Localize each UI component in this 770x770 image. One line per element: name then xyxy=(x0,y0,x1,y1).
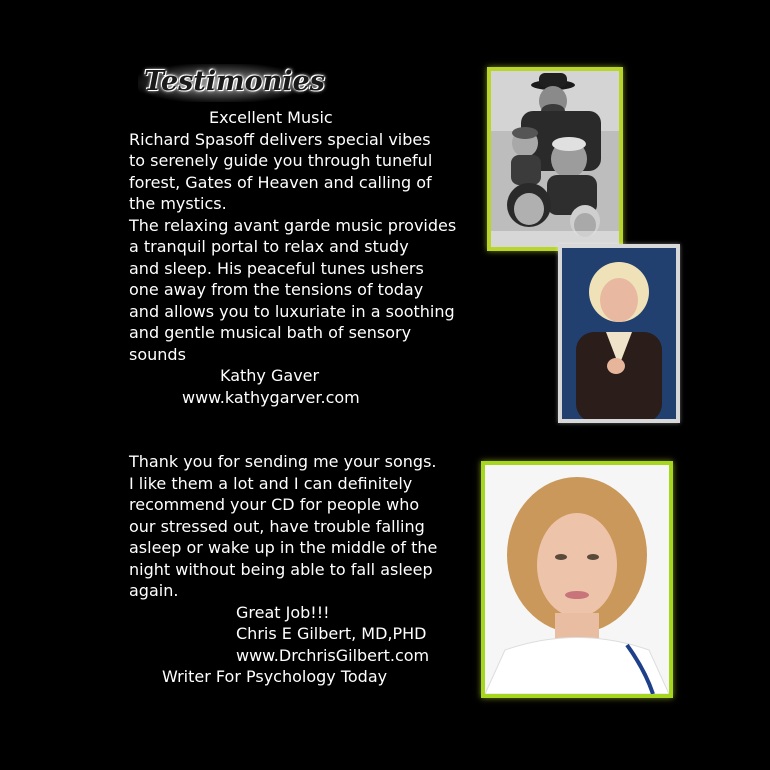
testimonial-line: sounds xyxy=(129,344,186,364)
chris-gilbert-photo-image xyxy=(485,465,669,694)
testimonial-chris-gilbert xyxy=(129,451,437,688)
testimonial-line: asleep or wake up in the middle of the xyxy=(129,538,438,557)
testimonial-line: one away from the tensions of today xyxy=(129,280,424,299)
testimonial-website-link[interactable]: www.kathygarver.com xyxy=(182,387,360,407)
testimonies-title-badge xyxy=(138,64,325,102)
testimonial-heading: Excellent Music xyxy=(209,108,333,127)
testimonial-line: recommend your CD for people who xyxy=(129,495,420,514)
testimonial-line: the mystics. xyxy=(129,194,227,213)
testimonial-line: forest, Gates of Heaven and calling of xyxy=(129,172,432,192)
testimonial-line: The relaxing avant garde music provides xyxy=(129,215,457,235)
kathy-garver-photo xyxy=(558,244,680,423)
testimonial-line: to serenely guide you through tuneful xyxy=(129,151,433,170)
testimonial-line: Thank you for sending me your songs. xyxy=(129,452,437,471)
family-photo xyxy=(487,67,623,251)
testimonial-line: and sleep. His peaceful tunes ushers xyxy=(129,258,424,278)
testimonial-line: again. xyxy=(129,581,179,600)
testimonial-line: and allows you to luxuriate in a soothing xyxy=(129,301,455,321)
testimonial-author-title: Writer For Psychology Today xyxy=(162,667,388,686)
testimonies-title: Testimonies xyxy=(144,66,325,97)
testimonial-kathy-garver xyxy=(129,107,456,408)
testimonial-closing: Great Job!!! xyxy=(236,602,330,622)
testimonial-line: and gentle musical bath of sensory xyxy=(129,323,412,342)
testimonial-website-link[interactable]: www.DrchrisGilbert.com xyxy=(236,645,430,665)
testimonial-author: Kathy Gaver xyxy=(220,366,320,385)
testimonial-line: I like them a lot and I can definitely xyxy=(129,473,413,493)
chris-gilbert-photo xyxy=(481,461,673,698)
testimonial-line: Richard Spasoff delivers special vibes xyxy=(129,129,431,149)
kathy-garver-photo-image xyxy=(562,248,676,419)
testimonial-line: a tranquil portal to relax and study xyxy=(129,237,409,256)
testimonial-line: night without being able to fall asleep xyxy=(129,559,433,579)
testimonial-author: Chris E Gilbert, MD,PHD xyxy=(236,624,427,643)
testimonial-line: our stressed out, have trouble falling xyxy=(129,516,425,536)
family-photo-image xyxy=(491,71,619,247)
